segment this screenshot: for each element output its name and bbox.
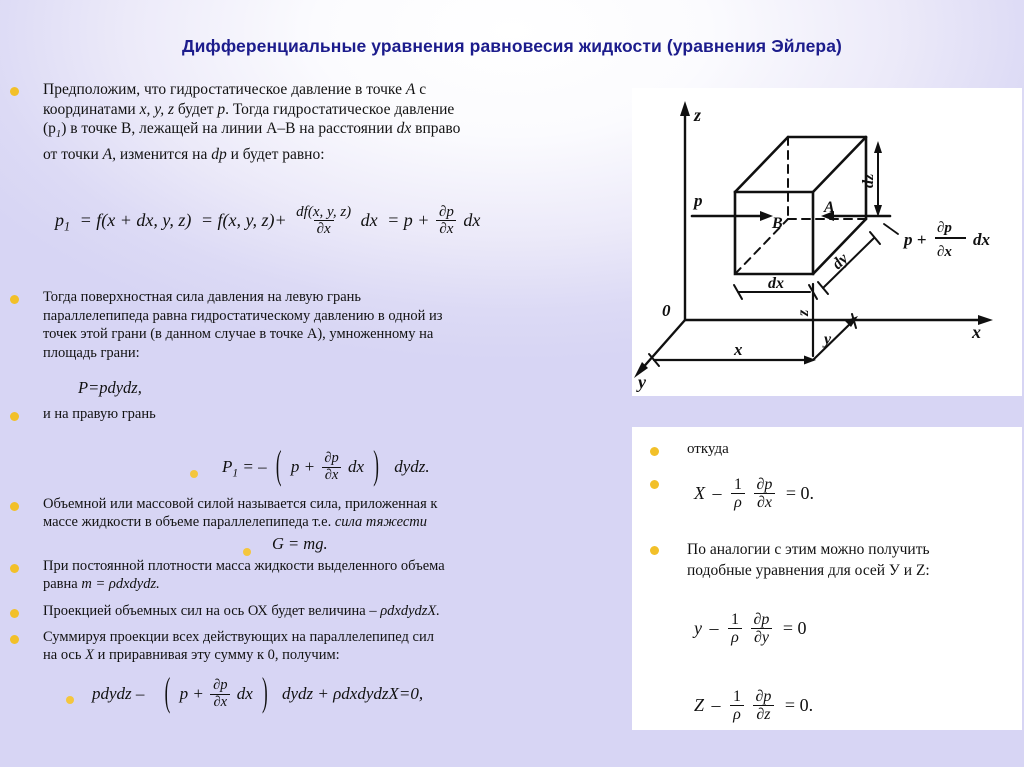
parallelepiped-diagram xyxy=(632,88,1022,396)
f3-fraction xyxy=(321,451,341,483)
bullet-dot-icon xyxy=(10,564,19,573)
f1-frac2-numerator: ∂p xyxy=(438,204,454,220)
f1-dx2: dx xyxy=(463,209,481,230)
diagram-dim-dz-label: dz xyxy=(860,173,877,188)
f3-eq: = – xyxy=(242,457,267,477)
p4-line2-a: массе жидкости в объеме параллелепипеда т.е. xyxy=(43,514,335,530)
eqz-minus: – xyxy=(711,694,721,715)
formula-p1-expansion xyxy=(55,205,480,238)
eqx-var: X xyxy=(694,482,705,503)
p1-line2-a: координатами xyxy=(43,100,140,118)
bullet-paragraph-4 xyxy=(10,495,625,531)
p1-line3-i: dx xyxy=(396,120,412,137)
bullet-right-paragraph-2 xyxy=(650,539,1000,581)
eqz-var: Z xyxy=(694,694,705,715)
p1-line4-b: изменится на xyxy=(115,145,212,163)
f5-p: p + xyxy=(179,684,204,704)
p2-line1: Тогда поверхностная сила давления на левую грань xyxy=(43,289,362,305)
box-edge-top-left-diagonal xyxy=(735,137,788,192)
f1-fraction-1 xyxy=(293,204,354,237)
f5-frac-denominator: ∂x xyxy=(210,694,230,711)
right-paragraph-2-text xyxy=(687,539,930,581)
diagram-axis-x-label: x xyxy=(972,322,981,342)
p5-line2-a: равна xyxy=(43,576,82,592)
formula-euler-x xyxy=(694,477,814,513)
paragraph-4-text xyxy=(43,495,437,531)
diagram-coord-y-label: y xyxy=(824,331,832,348)
eqy-equals: = 0 xyxy=(782,617,807,638)
eqy-fraction-1 xyxy=(728,611,742,647)
pressure-right-p-term: p + xyxy=(904,230,927,249)
formula-gravity-force: G = mg. xyxy=(272,534,328,553)
f1-eq3: = p + xyxy=(387,209,430,230)
p1-line2-i: x, y, z xyxy=(139,100,175,118)
paragraph-2-text xyxy=(43,288,443,362)
eqz-frac2-denominator: ∂z xyxy=(753,705,773,723)
bullet-right-paragraph-1 xyxy=(650,440,990,460)
diagram-point-a-label: A xyxy=(824,199,835,216)
f5-close-paren: ) xyxy=(262,669,268,715)
bullet-dot-icon xyxy=(10,412,19,421)
axis-y-line xyxy=(640,320,685,371)
p6-i: ρdxdydzX. xyxy=(380,603,440,619)
bullet-dot-icon xyxy=(10,87,19,96)
p7-line1: Суммируя проекции всех действующих на параллелепипед сил xyxy=(43,629,434,645)
eqx-frac2-numerator: ∂p xyxy=(756,476,773,493)
pressure-right-denominator: ∂x xyxy=(937,244,952,260)
f1-frac1-denominator: ∂x xyxy=(314,220,334,237)
p7-line2-i: X xyxy=(85,647,94,663)
formula-x-projection-sum xyxy=(92,669,424,715)
pressure-label-leader xyxy=(884,224,898,234)
eqx-equals: = 0. xyxy=(785,482,815,503)
eqz-frac1-denominator: ρ xyxy=(730,705,744,723)
p1-line3-c: вправо xyxy=(411,120,461,137)
diagram-origin-label: 0 xyxy=(662,301,671,320)
eqy-fraction-2 xyxy=(751,611,773,647)
paragraph-3-text: и на правую грань xyxy=(43,406,156,422)
f3-frac-numerator: ∂p xyxy=(324,450,339,466)
p1-line4-c: и будет равно: xyxy=(226,145,325,163)
f1-eq2: = f(x, y, z)+ xyxy=(200,209,287,230)
p1-line2-b: будет xyxy=(174,100,218,118)
eqy-var: y xyxy=(694,617,702,638)
p2-line4: площадь грани: xyxy=(43,344,140,361)
box-edge-top-right-diagonal xyxy=(813,137,866,192)
eqz-frac1-numerator: 1 xyxy=(733,688,742,705)
f3-lhs-sub: 1 xyxy=(232,466,239,480)
eqz-fraction-1 xyxy=(730,688,744,724)
f1-frac1-numerator: df(x, y, z) xyxy=(296,204,352,220)
eqz-frac2-numerator: ∂p xyxy=(755,688,772,705)
eqy-frac1-numerator: 1 xyxy=(731,611,739,628)
pressure-right-numerator: ∂p xyxy=(937,220,952,236)
paragraph-6-text xyxy=(43,602,440,620)
bullet-paragraph-6 xyxy=(10,602,625,620)
eqy-minus: – xyxy=(709,617,719,638)
p1-line4-a: от точки xyxy=(43,145,103,163)
f5-dx: dx xyxy=(236,684,253,704)
formula-euler-y xyxy=(694,612,807,648)
coord-y-measure-line xyxy=(813,320,854,360)
diagram-dim-dy-label: dy xyxy=(828,250,852,273)
dim-dz-arrow-top xyxy=(874,141,882,153)
f5-lead: pdydz – xyxy=(92,684,145,704)
paragraph-1-text xyxy=(43,80,460,164)
bullet-dot-icon-right-eq-x xyxy=(650,480,659,489)
eqy-frac2-denominator: ∂y xyxy=(751,628,772,646)
bullet-dot-icon xyxy=(10,295,19,304)
f5-open-paren: ( xyxy=(164,669,171,715)
f1-dx: dx xyxy=(360,209,378,230)
rp2-line1: По аналогии с этим можно получить xyxy=(687,541,930,558)
bullet-paragraph-1 xyxy=(10,80,610,164)
f1-lhs-sub: 1 xyxy=(64,219,71,234)
f3-close-paren: ) xyxy=(373,442,379,488)
p4-line2-i: сила тяжести xyxy=(334,514,428,530)
p1-line4-i: A, xyxy=(102,145,116,163)
p4-line1: Объемной или массовой силой называется сила, приложенная к xyxy=(43,496,438,512)
right-equations-panel xyxy=(632,427,1022,730)
eqz-equals: = 0. xyxy=(784,694,814,715)
p5-line2-i: m = ρdxdydz. xyxy=(81,576,160,592)
p5-line1: При постоянной плотности масса жидкости выделенного объема xyxy=(43,558,445,574)
eqy-frac1-denominator: ρ xyxy=(728,628,742,646)
p1-line3-sub: 1 xyxy=(55,129,62,141)
eqx-frac2-denominator: ∂x xyxy=(754,493,775,511)
eqx-minus: – xyxy=(712,482,722,503)
dim-dy-tick-upper xyxy=(870,232,880,244)
eqx-frac1-denominator: ρ xyxy=(731,493,745,511)
bullet-paragraph-2 xyxy=(10,288,620,362)
diagram-coord-x-label: x xyxy=(734,340,743,359)
bullet-dot-icon-formula4 xyxy=(243,548,251,556)
bullet-dot-icon-formula5 xyxy=(66,696,74,704)
f3-lhs: P xyxy=(222,457,233,477)
f1-fraction-2 xyxy=(436,204,457,237)
f1-lhs: p xyxy=(55,209,64,230)
f5-frac-numerator: ∂p xyxy=(213,677,228,693)
bullet-dot-icon-formula3 xyxy=(190,470,198,478)
eqx-frac1-numerator: 1 xyxy=(734,476,742,493)
bullet-paragraph-7 xyxy=(10,628,625,664)
p2-line2: параллелепипеда равна гидростатическому давлению в одной из xyxy=(43,307,443,324)
diagram-panel xyxy=(632,88,1022,396)
f3-frac-denominator: ∂x xyxy=(322,467,342,484)
bullet-dot-icon xyxy=(10,635,19,644)
p1-line3-a: (p xyxy=(43,120,56,137)
rp2-line2: подобные уравнения для осей У и Z: xyxy=(687,562,930,579)
bullet-dot-icon xyxy=(10,502,19,511)
bullet-paragraph-5 xyxy=(10,557,625,593)
formula-euler-z xyxy=(694,689,813,725)
eqz-fraction-2 xyxy=(753,688,775,724)
bullet-dot-icon xyxy=(10,609,19,618)
bullet-dot-icon xyxy=(650,447,659,456)
f3-open-paren: ( xyxy=(275,442,282,488)
diagram-axis-z-label: z xyxy=(694,105,702,125)
p6-a: Проекцией объемных сил на ось ОХ будет величина – xyxy=(43,603,381,619)
f5-fraction xyxy=(210,678,230,710)
f1-frac2-denominator: ∂x xyxy=(436,220,456,237)
eqx-fraction-1 xyxy=(731,476,745,512)
eqy-frac2-numerator: ∂p xyxy=(753,611,770,628)
bullet-dot-icon xyxy=(650,546,659,555)
p1-line1-i: A xyxy=(405,81,416,98)
f3-tail: dydz. xyxy=(394,457,430,477)
p1-line3-b: ) в точке В, лежащей на линии А–В на расстоянии xyxy=(61,120,397,137)
formula-left-face-force: P=pdydz, xyxy=(78,378,142,397)
p1-line1-b: с xyxy=(415,81,427,98)
formula-right-face-force xyxy=(222,442,430,488)
paragraph-7-text xyxy=(43,628,434,664)
bullet-paragraph-3 xyxy=(10,405,410,425)
diagram-point-b-label: B xyxy=(772,215,783,232)
page-title: Дифференциальные уравнения равновесия жидкости (уравнения Эйлера) xyxy=(182,36,842,56)
f5-tail1: dydz + xyxy=(281,684,329,704)
diagram-dim-dx-label: dx xyxy=(768,275,784,292)
paragraph-5-text xyxy=(43,557,445,593)
f1-eq1: = f(x + dx, y, z) xyxy=(79,209,192,230)
axis-z-arrowhead xyxy=(680,101,690,116)
diagram-coord-z-label: z xyxy=(795,309,812,316)
pressure-right-dx-term: dx xyxy=(973,230,990,249)
diagram-pressure-right-label xyxy=(902,220,991,260)
eqx-fraction-2 xyxy=(754,476,776,512)
p1-line2-c: . Тогда гидростатическое давление xyxy=(225,100,455,118)
p7-line2-b: и приравнивая эту сумму к 0, получим: xyxy=(93,647,340,663)
p2-line3: точек этой грани (в данном случае в точке А), умноженному на xyxy=(43,326,434,342)
f3-dx: dx xyxy=(347,457,365,477)
p1-line4-i2: dp xyxy=(211,145,227,163)
f5-tail2: ρdxdydzX=0, xyxy=(333,684,424,704)
p1-line2-i2: p xyxy=(217,100,226,118)
f3-p: p + xyxy=(290,457,316,477)
diagram-pressure-left-label: p xyxy=(694,191,703,210)
p7-line2-a: на ось xyxy=(43,647,86,663)
right-paragraph-1-text: откуда xyxy=(687,441,729,457)
diagram-axis-y-label: y xyxy=(638,372,646,392)
p1-line1-a: Предположим, что гидростатическое давление в точке xyxy=(43,81,406,98)
